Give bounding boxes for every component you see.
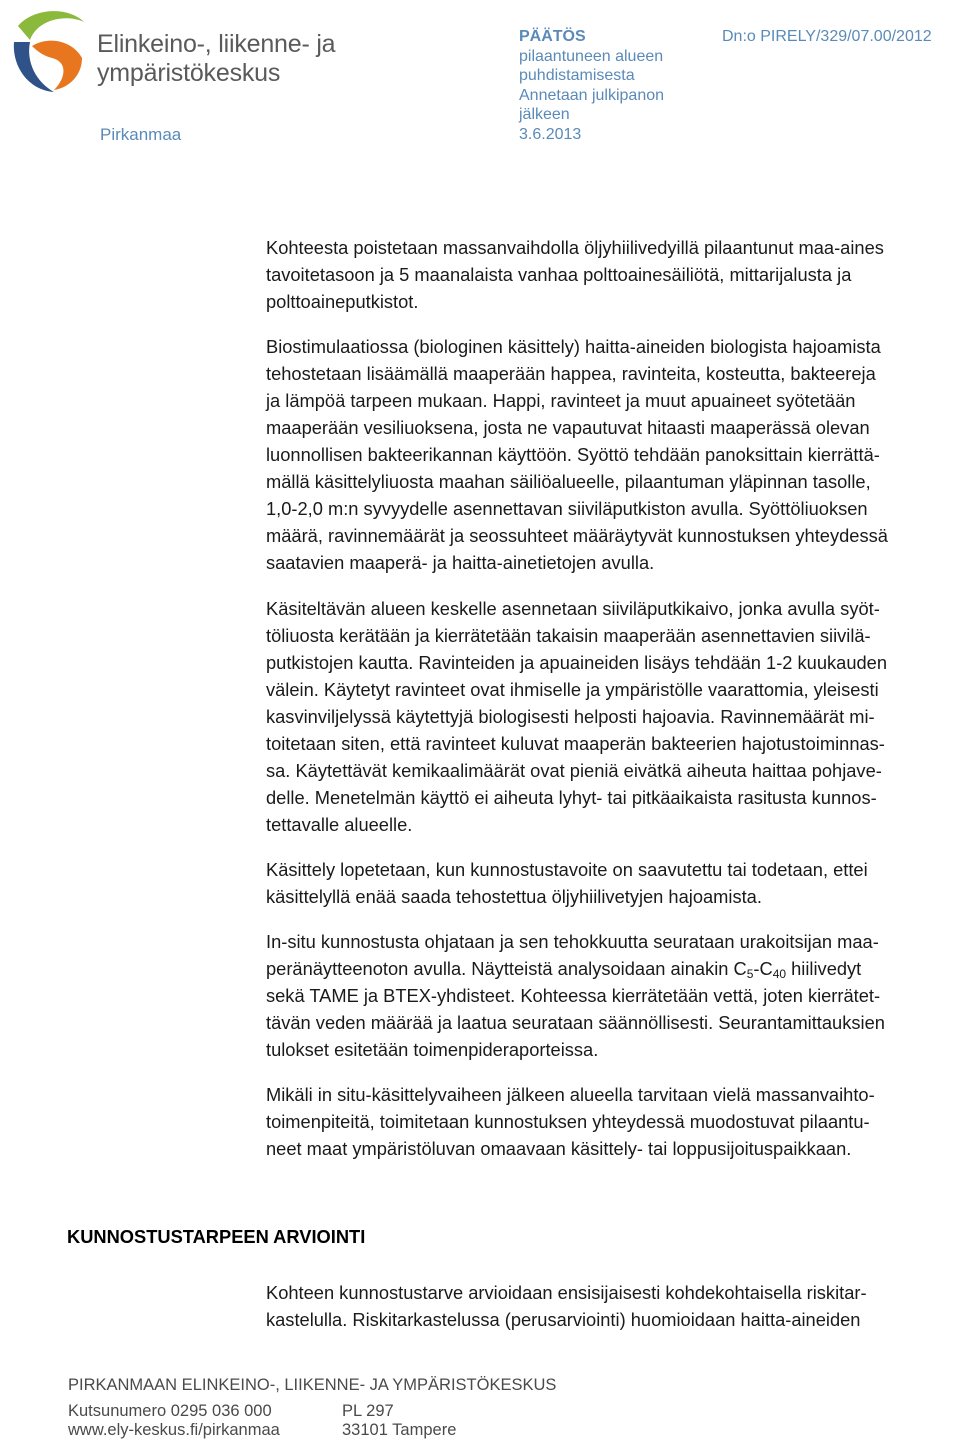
footer-phone: Kutsunumero 0295 036 000 xyxy=(68,1402,272,1420)
subscript: 40 xyxy=(772,967,787,981)
paragraph-line: välein. Käytetyt ravinteet ovat ihmiselle ja ympäristölle vaarattomia, yleisesti xyxy=(266,679,879,700)
org-name-line2: ympäristökeskus xyxy=(97,59,281,87)
paragraph-line: saatavien maaperä- ja haitta-ainetietojen avulla. xyxy=(266,552,655,573)
paragraph-line: töliuosta kerätään ja kierrätetään takaisin maaperään asennettavien siivilä- xyxy=(266,625,871,646)
paragraph-line: kasvinviljelyssä käytettyjä biologisesti helposti hajoavia. Ravinnemäärät mi- xyxy=(266,706,875,727)
paragraph-6 xyxy=(266,1081,960,1162)
paragraph-line: Käsittely lopetetaan, kun kunnostustavoite on saavutettu tai todetaan, ettei xyxy=(266,859,868,880)
paragraph-line: Käsiteltävän alueen keskelle asennetaan siiviläputkikaivo, jonka avulla syöt- xyxy=(266,598,880,619)
paragraph-line: toitetaan siten, että ravinteet kuluvat maaperän bakteerien hajotustoiminnas- xyxy=(266,733,885,754)
section-heading: KUNNOSTUSTARPEEN ARVIOINTI xyxy=(67,1226,366,1247)
footer-contact xyxy=(68,1402,280,1440)
paragraph-line: neet maat ympäristöluvan omaavaan käsittely- tai loppusijoituspaikkaan. xyxy=(266,1138,852,1159)
paragraph-line: tehostetaan lisäämällä maaperään happea, ravinteita, kosteutta, bakteereja xyxy=(266,363,876,384)
org-name-line1: Elinkeino-, liikenne- ja xyxy=(97,30,336,58)
paragraph-line: kastelulla. Riskitarkastelussa (perusarviointi) huomioidaan haitta-aineiden xyxy=(266,1309,861,1330)
paragraph-line: Biostimulaatiossa (biologinen käsittely) haitta-aineiden biologista hajoamista xyxy=(266,336,881,357)
paragraph-line: sa. Käytettävät kemikaalimäärät ovat pieniä eivätkä aiheuta haittaa pohjave- xyxy=(266,760,882,781)
paragraph-line-with-subscripts xyxy=(266,955,960,982)
paragraph-line: In-situ kunnostusta ohjataan ja sen tehokkuutta seurataan urakoitsijan maa- xyxy=(266,931,879,952)
paragraph-text: -C xyxy=(753,958,773,979)
paragraph-line: Mikäli in situ-käsittelyvaiheen jälkeen alueella tarvitaan vielä massanvaihto- xyxy=(266,1084,875,1105)
diary-number: Dn:o PIRELY/329/07.00/2012 xyxy=(722,28,932,45)
ely-logo-icon xyxy=(8,6,88,96)
paragraph-line: käsittelyllä enää saada tehostettua öljyhiilivetyjen hajoamista. xyxy=(266,886,762,907)
document-date: 3.6.2013 xyxy=(519,125,582,143)
document-subject-3: Annetaan julkipanon xyxy=(519,86,665,104)
paragraph-text: peränäytteenoton avulla. Näytteistä analysoidaan ainakin C xyxy=(266,958,747,979)
document-type: PÄÄTÖS xyxy=(519,28,586,45)
footer-organization: PIRKANMAAN ELINKEINO-, LIIKENNE- JA YMPÄRISTÖKESKUS xyxy=(68,1376,557,1394)
footer-website-link[interactable]: www.ely-keskus.fi/pirkanmaa xyxy=(68,1421,280,1439)
organization-name xyxy=(97,30,335,88)
paragraph-line: toimenpiteitä, toimitetaan kunnostuksen yhteydessä muodostuvat pilaantu- xyxy=(266,1111,870,1132)
paragraph-line: polttoaineputkistot. xyxy=(266,291,419,312)
paragraph-3 xyxy=(266,595,960,838)
paragraph-line: tavoitetasoon ja 5 maanalaista vanhaa polttoainesäiliötä, mittarijalusta ja xyxy=(266,264,852,285)
paragraph-line: Kohteesta poistetaan massanvaihdolla öljyhiilivedyillä pilaantunut maa-aines xyxy=(266,237,884,258)
subscript: 5 xyxy=(746,967,754,981)
paragraph-line: ja lämpöä tarpeen mukaan. Happi, ravinteet ja muut apuaineet syötetään xyxy=(266,390,856,411)
paragraph-line: tettavalle alueelle. xyxy=(266,814,413,835)
document-subject-4: jälkeen xyxy=(519,106,570,123)
document-subject-2: puhdistamisesta xyxy=(519,67,635,84)
paragraph-line: Kohteen kunnostustarve arvioidaan ensisijaisesti kohdekohtaisella riskitar- xyxy=(266,1282,867,1303)
paragraph-text: hiilivedyt xyxy=(786,958,862,979)
paragraph-7 xyxy=(266,1279,960,1333)
footer-address xyxy=(342,1402,456,1440)
document-subject-1: pilaantuneen alueen xyxy=(519,47,664,65)
paragraph-line: määrä, ravinnemäärät ja seossuhteet määräytyvät kunnostuksen yhteydessä xyxy=(266,525,888,546)
paragraph-line: tävän veden määrää ja laatua seurataan säännöllisesti. Seurantamittauksien xyxy=(266,1012,885,1033)
paragraph-1 xyxy=(266,234,960,315)
paragraph-line: tulokset esitetään toimenpideraporteissa. xyxy=(266,1039,599,1060)
paragraph-line: delle. Menetelmän käyttö ei aiheuta lyhyt- tai pitkäaikaista rasitusta kunnos- xyxy=(266,787,877,808)
paragraph-2 xyxy=(266,333,960,576)
paragraph-5 xyxy=(266,928,960,1063)
paragraph-4 xyxy=(266,856,960,910)
document-meta xyxy=(519,27,699,144)
paragraph-line: putkistojen kautta. Ravinteiden ja apuaineiden lisäys tehdään 1-2 kuukauden xyxy=(266,652,887,673)
paragraph-line: sekä TAME ja BTEX-yhdisteet. Kohteessa kierrätetään vettä, joten kierrätet- xyxy=(266,985,881,1006)
footer-po-box: PL 297 xyxy=(342,1402,394,1420)
paragraph-line: maaperään vesiliuoksena, josta ne vapautuvat hitaasti maaperässä olevan xyxy=(266,417,870,438)
paragraph-line: 1,0-2,0 m:n syvyydelle asennettavan siiviläputkiston avulla. Syöttöliuoksen xyxy=(266,498,868,519)
paragraph-line: luonnollisen bakteerikannan käyttöön. Syöttö tehdään panoksittain kierrättä- xyxy=(266,444,880,465)
region-label: Pirkanmaa xyxy=(100,125,182,144)
paragraph-line: mällä käsittelyliuosta maahan säiliöalueelle, pilaantuman yläpinnan tasolle, xyxy=(266,471,871,492)
footer-postal: 33101 Tampere xyxy=(342,1421,457,1439)
